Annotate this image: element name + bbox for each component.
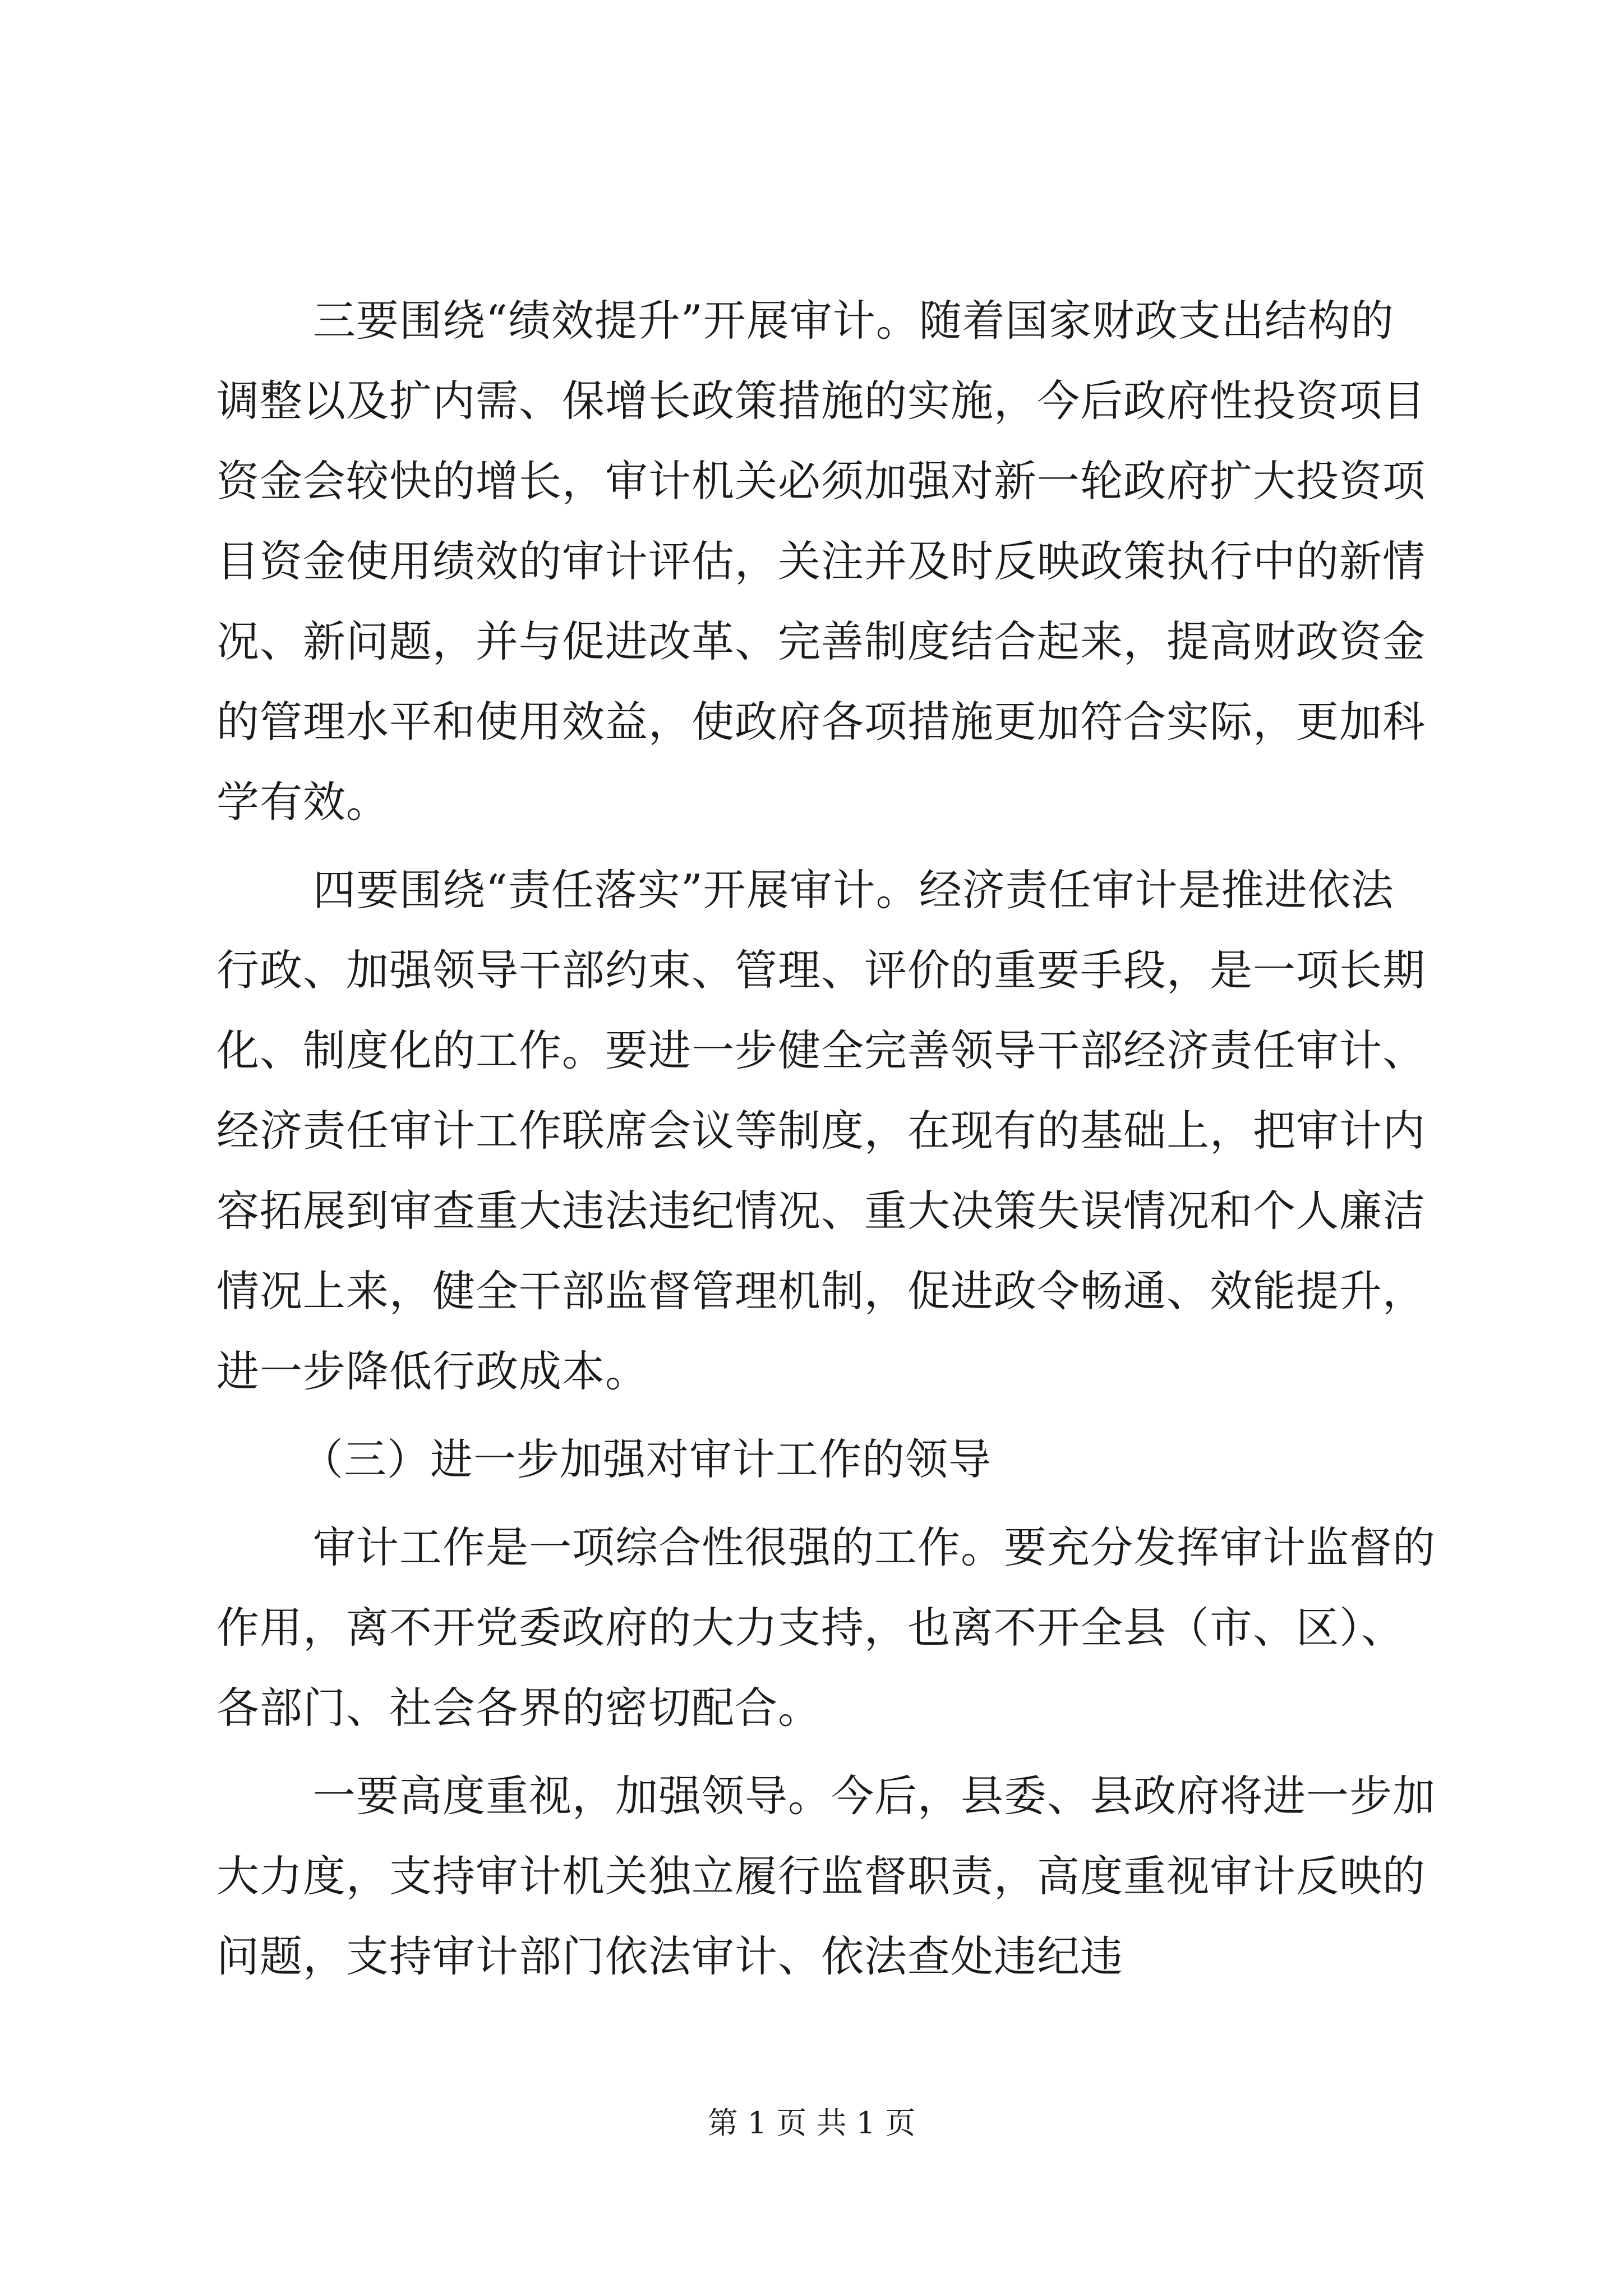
paragraph xyxy=(216,1507,1436,1748)
text-line: 资金会较快的增长，审计机关必须加强对新一轮政府扩大投资项 xyxy=(216,456,1426,506)
document-body xyxy=(216,280,1436,1996)
text-line: 各部门、社会各界的密切配合。 xyxy=(216,1683,821,1733)
text-line: 容拓展到审查重大违法违纪情况、重大决策失误情况和个人廉洁 xyxy=(216,1186,1426,1236)
text-line: 调整以及扩内需、保增长政策措施的实施，今后政府性投资项目 xyxy=(216,376,1426,426)
text-line: 一要高度重视，加强领导。今后，县委、县政府将进一步加 xyxy=(313,1771,1436,1821)
text-line: 情况上来，健全干部监督管理机制，促进政令畅通、效能提升， xyxy=(216,1266,1426,1316)
text-line: 问题，支持审计部门依法审计、依法查处违纪违 xyxy=(216,1931,1123,1981)
text-line: 三要围绕“绩效提升”开展审计。随着国家财政支出结构的 xyxy=(313,296,1394,346)
text-line: 进一步降低行政成本。 xyxy=(216,1346,648,1396)
heading-text: （三）进一步加强对审计工作的领导 xyxy=(301,1434,992,1484)
text-line: 况、新问题，并与促进改革、完善制度结合起来，提高财政资金 xyxy=(216,616,1426,666)
text-line: 学有效。 xyxy=(216,777,389,827)
text-line: 化、制度化的工作。要进一步健全完善领导干部经济责任审计、 xyxy=(216,1025,1426,1075)
paragraph xyxy=(216,1756,1436,1996)
paragraph xyxy=(216,850,1426,1411)
paragraph xyxy=(216,280,1426,842)
page-number-footer: 第 1 页 共 1 页 xyxy=(707,2105,916,2141)
paragraph-gap xyxy=(216,1748,1417,1756)
paragraph-gap xyxy=(216,842,1417,850)
text-line: 的管理水平和使用效益，使政府各项措施更加符合实际，更加科 xyxy=(216,697,1426,747)
text-line: 经济责任审计工作联席会议等制度，在现有的基础上，把审计内 xyxy=(216,1106,1426,1156)
text-line: 目资金使用绩效的审计评估，关注并及时反映政策执行中的新情 xyxy=(216,536,1426,586)
text-line: 作用，离不开党委政府的大力支持，也离不开全县（市、区）、 xyxy=(216,1603,1404,1653)
text-line: 四要围绕“责任落实”开展审计。经济责任审计是推进依法 xyxy=(313,865,1394,915)
text-line: 行政、加强领导干部约束、管理、评价的重要手段，是一项长期 xyxy=(216,945,1426,995)
paragraph-gap xyxy=(216,1499,1417,1507)
text-line: 审计工作是一项综合性很强的工作。要充分发挥审计监督的 xyxy=(313,1522,1436,1572)
paragraph-gap xyxy=(216,1411,1417,1419)
text-line: 大力度，支持审计机关独立履行监督职责，高度重视审计反映的 xyxy=(216,1851,1426,1901)
section-heading xyxy=(216,1419,1417,1499)
